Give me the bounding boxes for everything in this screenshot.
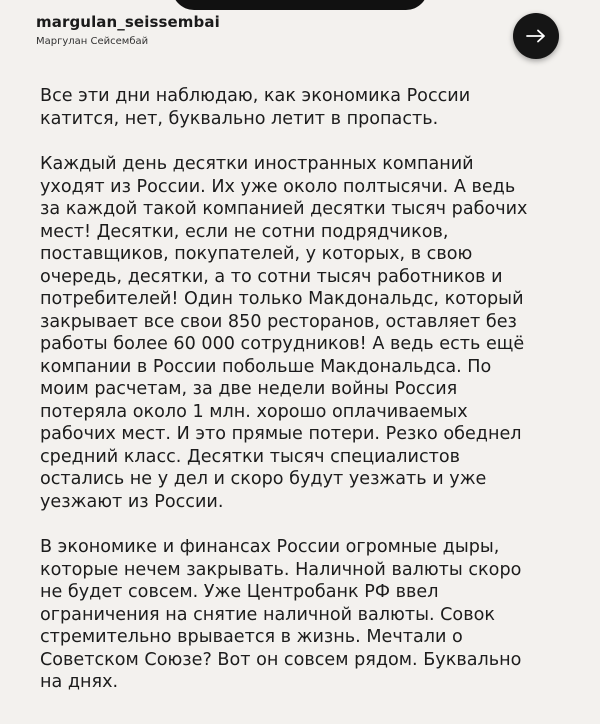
full-name: Маргулан Сейсембай xyxy=(36,36,149,47)
paragraph-1: Все эти дни наблюдаю, как экономика России катится, нет, буквально летит в пропасть. xyxy=(40,86,471,129)
username[interactable]: margulan_seissembai xyxy=(36,13,220,31)
paragraph-3: В экономике и финансах России огромные дыры, которые нечем закрывать. Наличной валюты скоро не будет совсем. Уже Центробанк РФ ввел ограничения на снятие наличной валюты. Совок стремительно врывается в жизнь. Мечтали о Советском Союзе? Вот он совсем рядом. Буквально на днях. xyxy=(40,537,522,692)
paragraph-2: Каждый день десятки иностранных компаний уходят из России. Их уже около полтысячи. А ведь за каждой такой компанией десятки тысяч рабочих мест! Десятки, если не сотни подрядчиков, поставщиков, покупателей, у которых, в свою очередь, десятки, а то сотни тысяч работников и потребителей! Один только Макдональдс, который закрывает все свои 850 ресторанов, оставляет без работы более 60 000 сотрудников! А ведь есть ещё компании в России побольше Макдональдса. По моим расчетам, за две недели войны Россия потеряла около 1 млн. хорошо оплачиваемых рабочих мест. И это прямые потери. Резко обеднел средний класс. Десятки тысяч специалистов остались не у дел и скоро будут уезжать и уже уезжают из России. xyxy=(40,154,528,512)
arrow-right-icon xyxy=(526,29,546,43)
next-button[interactable] xyxy=(513,13,559,59)
post-header xyxy=(36,13,220,48)
post-text xyxy=(40,85,570,694)
device-notch xyxy=(172,0,428,10)
